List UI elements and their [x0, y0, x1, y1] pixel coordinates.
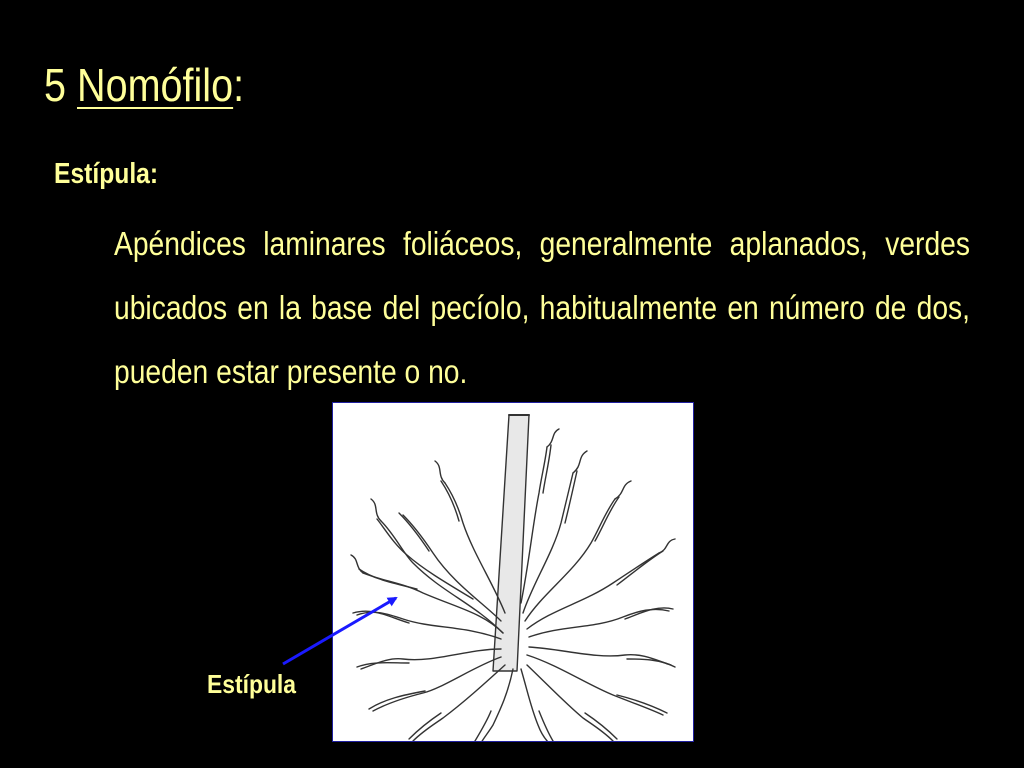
stipule-drawing-icon — [333, 403, 694, 742]
title-number: 5 — [44, 59, 67, 111]
stipule-label: Estípula — [207, 669, 297, 699]
stipule-figure — [332, 402, 694, 742]
definition-text: Apéndices laminares foliáceos, generalmente aplanados, verdes ubicados en la base del pecíolo, habitualmente en número de dos, pueden estar presente o no. — [114, 225, 970, 390]
title-colon: : — [233, 59, 245, 111]
section-heading: Estípula: — [54, 158, 159, 190]
title-word: Nomófilo — [77, 59, 234, 111]
slide-title — [44, 59, 245, 111]
